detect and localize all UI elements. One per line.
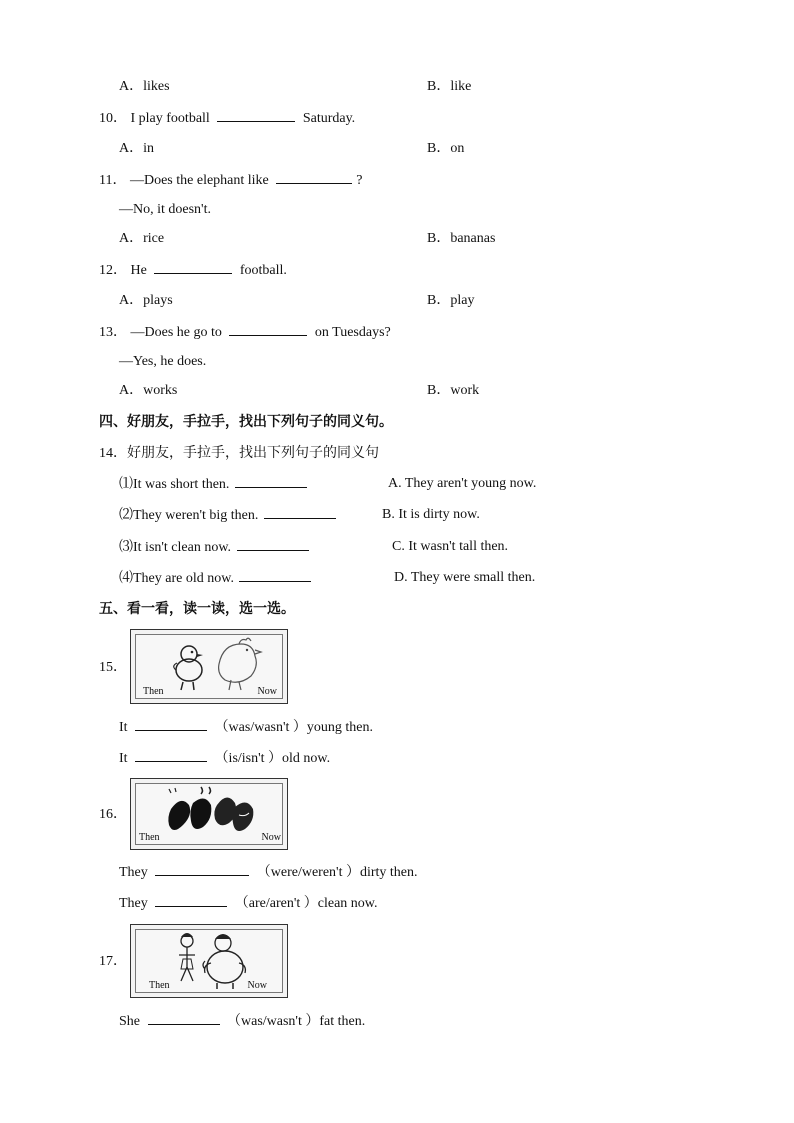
q17-line-1 <box>119 1012 365 1031</box>
q9-option-b: B．like <box>427 79 472 94</box>
q12-text-after: football. <box>239 263 287 278</box>
q14-item-3-blank[interactable] <box>237 538 309 551</box>
q16-line-1-blank[interactable] <box>155 863 249 876</box>
q14-option-d: D. They were small then. <box>394 570 536 585</box>
q10-blank[interactable] <box>217 109 295 122</box>
q17-line-1-blank[interactable] <box>148 1012 220 1025</box>
q17-number: 17． <box>99 954 127 969</box>
q14-option-c: C. It wasn't tall then. <box>392 539 509 554</box>
q12-blank[interactable] <box>154 261 232 274</box>
q11-option-b: B．bananas <box>427 231 496 246</box>
q14-item-3 <box>119 538 313 557</box>
q14-option-b: B. It is dirty now. <box>382 507 480 522</box>
q15-line-2-subject: It <box>119 751 128 766</box>
q12-stem <box>99 261 287 280</box>
q14-item-1-text: It was short then. <box>133 477 230 492</box>
q17-picture-then-label: Then <box>149 980 170 991</box>
q12-text-before: He <box>130 263 147 278</box>
q15-line-2-rest: （is/isn't ）old now. <box>214 751 331 766</box>
q11-blank[interactable] <box>276 171 352 184</box>
q15-picture-chick-hen <box>130 629 288 704</box>
q13-text-before: —Does he go to <box>130 325 222 340</box>
q16-line-2-rest: （are/aren't ）clean now. <box>234 896 378 911</box>
q14-item-3-text: It isn't clean now. <box>133 540 232 555</box>
q11-stem <box>99 171 363 190</box>
q15-line-1-rest: （was/wasn't ）young then. <box>214 720 374 735</box>
q11-text-before: —Does the elephant like <box>129 173 269 188</box>
q16-line-1 <box>119 863 418 882</box>
q10-number: 10． <box>99 111 127 126</box>
q16-picture-shoes <box>130 778 288 850</box>
q14-number: 14． <box>99 446 127 461</box>
q16-line-2-blank[interactable] <box>155 894 227 907</box>
q14-item-3-number: ⑶ <box>119 540 133 555</box>
q15-picture-now-label: Now <box>257 686 277 697</box>
q14-item-1 <box>119 475 311 494</box>
q15-line-2-blank[interactable] <box>135 749 207 762</box>
q11-number: 11． <box>99 173 127 188</box>
q14-item-2-text: They weren't big then. <box>133 508 259 523</box>
q17-line-1-subject: She <box>119 1014 140 1029</box>
q16-line-1-rest: （were/weren't ）dirty then. <box>256 865 418 880</box>
q14-title <box>99 444 379 463</box>
q16-picture-then-label: Then <box>139 832 160 843</box>
q12-option-b: B．play <box>427 293 475 308</box>
q15-line-1-blank[interactable] <box>135 718 207 731</box>
q15-line-2 <box>119 749 330 768</box>
q13-reply: —Yes, he does. <box>119 354 207 369</box>
q14-item-1-number: ⑴ <box>119 477 133 492</box>
q16-picture-now-label: Now <box>261 832 281 843</box>
q14-item-4-number: ⑷ <box>119 571 133 586</box>
q14-item-4 <box>119 569 315 588</box>
q11-option-a: A．rice <box>119 231 165 246</box>
q14-option-a: A. They aren't young now. <box>388 476 537 491</box>
q16-number: 16． <box>99 807 127 822</box>
q14-item-1-blank[interactable] <box>235 475 307 488</box>
q13-option-b: B．work <box>427 383 480 398</box>
q15-line-1 <box>119 718 373 737</box>
q14-item-2-blank[interactable] <box>264 506 336 519</box>
q13-option-a: A．works <box>119 383 178 398</box>
q11-reply: —No, it doesn't. <box>119 202 211 217</box>
q13-stem <box>99 323 391 342</box>
section-5-heading: 五、看一看，读一读，选一选。 <box>99 601 295 617</box>
q17-picture-woman <box>130 924 288 998</box>
q15-line-1-subject: It <box>119 720 128 735</box>
q14-item-4-blank[interactable] <box>239 569 311 582</box>
q13-text-after: on Tuesdays? <box>314 325 391 340</box>
q10-option-a: A．in <box>119 141 154 156</box>
q16-line-2-subject: They <box>119 896 148 911</box>
q10-text-before: I play football <box>130 111 210 126</box>
q10-text-after: Saturday. <box>302 111 356 126</box>
section-4-heading: 四、好朋友，手拉手，找出下列句子的同义句。 <box>99 414 393 430</box>
q17-line-1-rest: （was/wasn't ）fat then. <box>227 1014 366 1029</box>
q9-option-a: A．likes <box>119 79 170 94</box>
q14-title-text: 好朋友，手拉手，找出下列句子的同义句 <box>127 445 379 461</box>
q15-number: 15． <box>99 660 127 675</box>
q10-option-b: B．on <box>427 141 465 156</box>
q12-option-a: A．plays <box>119 293 173 308</box>
q16-line-2 <box>119 894 377 913</box>
q11-text-after: ? <box>356 173 363 188</box>
q16-line-1-subject: They <box>119 865 148 880</box>
q12-number: 12． <box>99 263 127 278</box>
q17-picture-now-label: Now <box>247 980 267 991</box>
q13-blank[interactable] <box>229 323 307 336</box>
q14-item-2 <box>119 506 340 525</box>
q13-number: 13． <box>99 325 127 340</box>
q14-item-2-number: ⑵ <box>119 508 133 523</box>
q15-picture-then-label: Then <box>143 686 164 697</box>
q10-stem <box>99 109 355 128</box>
q14-item-4-text: They are old now. <box>133 571 234 586</box>
